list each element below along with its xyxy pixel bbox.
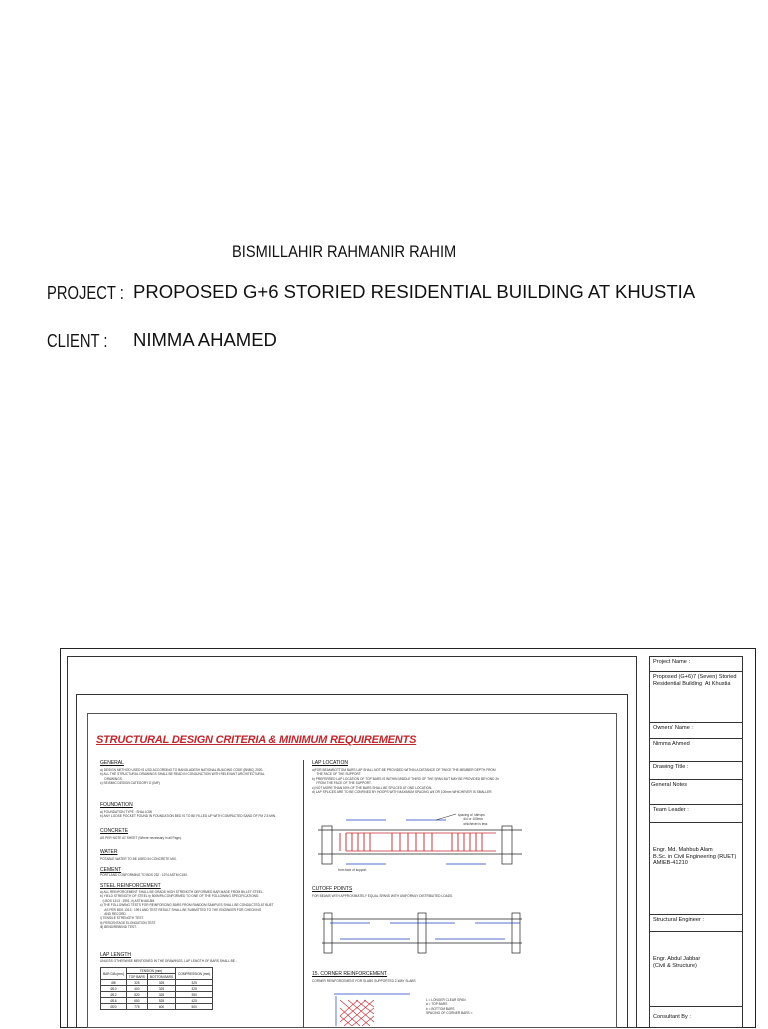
table-cell: 425 — [176, 998, 213, 1004]
table-cell: 400 — [126, 986, 147, 992]
tb-owner-label: Owners' Name : — [650, 722, 742, 738]
tb-consultant-label: Consultant By : — [650, 1006, 742, 1029]
note-head-cutoff: CUTOFF POINTS — [312, 886, 353, 892]
table-cell: Ø16 — [101, 998, 127, 1004]
note-head-water: WATER — [100, 849, 118, 855]
note-head-lap-location: LAP LOCATION — [312, 760, 348, 766]
lap-length-table — [100, 967, 213, 1010]
note-head-cement: CEMENT — [100, 867, 122, 873]
tb-drawing-title-label: Drawing Title : — [650, 761, 742, 779]
note-text-steel: a) ALL REINFORCEMENT SHALL BE GRADE HIGH STRENGTH DEFORMED BAR MADE FROM BILLET STEEL. b) YIELD STRENGTH OF STEEL fy 500MPA CONFORMED TO ONE OF THE FOLLOWING SPECIFICATIONS: i) BDS 1313 : 1991, ii) ASTM A615M. c) THE FOLLOWING TESTS FOR REINFORCING BARS FROM RANDOM SAMPLES SHALL BE CONDUCTED AT BUET AS PER BDS 1313 : 1991 AND TEST RESULT SHALL BE SUBMITTED TO THE ENGINEER FOR CHECKING AND RECORD. i) TENSILE STRENGTH TEST. ii) PERCENTAGE ELONGATION TEST. iii) BEND/REBEND TEST. — [100, 890, 274, 930]
tb-team-leader-value: Engr. Md. Mahbub Alam B.Sc. in Civil Engineering (RUET) AMIEB-41210 — [650, 822, 742, 914]
table-cell: 520 — [126, 992, 147, 998]
note-head-corner: 15. CORNER REINFORCEMENT — [312, 971, 388, 977]
tb-structural-engineer-value: Engr. Abdul Jabbar (Civil & Structure) — [650, 931, 742, 1006]
lap-th-top: TOP BARS — [126, 974, 147, 980]
note-head-concrete: CONCRETE — [100, 828, 129, 834]
table-cell: Ø20 — [101, 1004, 127, 1010]
table-cell: 600 — [147, 1004, 175, 1010]
note-text-foundation: a) FOUNDATION TYPE : SHALLOW b) ANY LOOSE POCKET FOUND IN FOUNDATION BED IS TO BE FILLED UP WITH COMPACTED SAND OF FM 2.5 MIN. — [100, 810, 276, 819]
tb-team-leader-label: Team Leader : — [650, 804, 742, 822]
table-cell: 650 — [126, 998, 147, 1004]
table-cell: 325 — [176, 986, 213, 992]
project-value: PROPOSED G+6 STORIED RESIDENTIAL BUILDING AT KHUSTIA — [133, 281, 696, 302]
corner-legend: L = LONGER CLEAR SPAN a = TOP BARS b = BOTTOM BARS SPACING OF CORNER BARS = — [426, 998, 473, 1016]
note-head-steel: STEEL REINFORCEMENT — [100, 883, 161, 889]
note-text-concrete: AS PER NOTE AT SHEET (Where necessary in all Page). — [100, 836, 182, 840]
lap-th-bottom: BOTTOM BARS — [147, 974, 175, 980]
client-label: CLIENT : — [47, 331, 108, 351]
spacing-label: spacing of stirrups d/4 or 100mm whichever is less — [458, 813, 488, 826]
table-cell: 325 — [147, 992, 175, 998]
table-cell: 325 — [126, 980, 147, 986]
lap-th-tension: TENSION (mm) — [126, 968, 175, 974]
tb-owner-value: Nimma Ahmed — [650, 738, 742, 761]
table-cell: 325 — [147, 980, 175, 986]
table-cell: 325 — [176, 980, 213, 986]
table-cell: Ø8 — [101, 980, 127, 986]
column-divider — [303, 760, 304, 1028]
note-text-lap-length: UNLESS OTHERWISE MENTIONED IN THE DRAWINGS, LAP LENGTH OF BARS SHALL BE : — [100, 959, 237, 963]
table-cell: Ø12 — [101, 992, 127, 998]
cutoff-detail — [310, 905, 532, 961]
note-head-lap-length: LAP LENGTH — [100, 952, 132, 958]
table-cell: 350 — [176, 992, 213, 998]
face-of-support-label: from face of support — [338, 868, 367, 872]
table-row — [101, 1004, 213, 1010]
table-cell: 525 — [147, 998, 175, 1004]
note-text-corner: CORNER REINFORCEMENT FOR SLABS SUPPORTED 2-WAY SLABS — [312, 979, 416, 983]
lap-th-bar: BAR DIA (mm) — [101, 968, 127, 980]
table-cell: 500 — [176, 1004, 213, 1010]
note-text-lap-location: a)FOR BEAM/BOTTOM BARS LAP SHALL NOT BE PROVIDED WITHIN A DISTANCE OF TWICE THE MEMBER DEPTH FROM THE FACE OF THE SUPPORT. b) PREFERRED LAP LOCATION OF TOP BARS IS WITHIN MIDDLE THIRD OF THE SPAN BUT MAY BE PROVIDED BEYOND 2h FROM THE FACE OF THE SUPPORT. c) NOT MORE THAN 50% OF THE BARS SHALL BE SPLICED AT ONE LOCATION. d) LAP SPLICES ARE TO BE CONFINED BY HOOPS WITH MAXIMUM SPACING d/4 OR 100mm WHICHEVER IS SMALLER. — [312, 768, 499, 795]
tb-drawing-title-value: General Notes — [650, 779, 742, 804]
note-text-cement: PORTLAND CONFORMING TO BDS 232 : 1974 ASTM C150. — [100, 873, 188, 877]
note-head-foundation: FOUNDATION — [100, 802, 133, 808]
lap-th-compression: COMPRESSION (mm) — [176, 968, 213, 980]
tb-project-label: Project Name : — [653, 659, 690, 665]
note-text-general: a) DESIGN METHOD USED IS USD ACCORDING TO BANGLADESH NATIONAL BUILDING CODE (BNBC) 2020. b) ALL THE STRUCTURAL DRAWINGS SHALL BE READ IN CONJUNCTION WITH RELEVANT ARCHITECTURAL DRAWINGS. c) SEISMIC DESIGN CATEGORY D (IMF) — [100, 768, 265, 786]
sheet-title: STRUCTURAL DESIGN CRITERIA & MINIMUM REQUIREMENTS — [96, 734, 417, 746]
client-value: NIMMA AHAMED — [133, 329, 277, 350]
table-cell: 325 — [147, 986, 175, 992]
corner-reinforcement-detail — [330, 990, 422, 1026]
note-text-cutoff: FOR BEAMS WITH APPROXIMATELY EQUAL SPANS WITH UNIFORMLY DISTRIBUTED LOADS. — [312, 894, 454, 898]
table-cell: 775 — [126, 1004, 147, 1010]
beam-lap-detail — [306, 812, 532, 874]
title-block — [649, 656, 743, 1028]
note-head-general: GENERAL — [100, 760, 124, 766]
note-text-water: POTABLE WATER TO BE USED IN CONCRETE MIX. — [100, 857, 177, 861]
project-label: PROJECT : — [47, 283, 124, 303]
bismillah-heading: BISMILLAHIR RAHMANIR RAHIM — [232, 242, 457, 261]
tb-project-value: Proposed (G+6)7 (Seven) Storied Residential Building At Khustia — [650, 671, 742, 722]
tb-structural-engineer-label: Structural Engineer : — [650, 914, 742, 931]
table-cell: Ø10 — [101, 986, 127, 992]
